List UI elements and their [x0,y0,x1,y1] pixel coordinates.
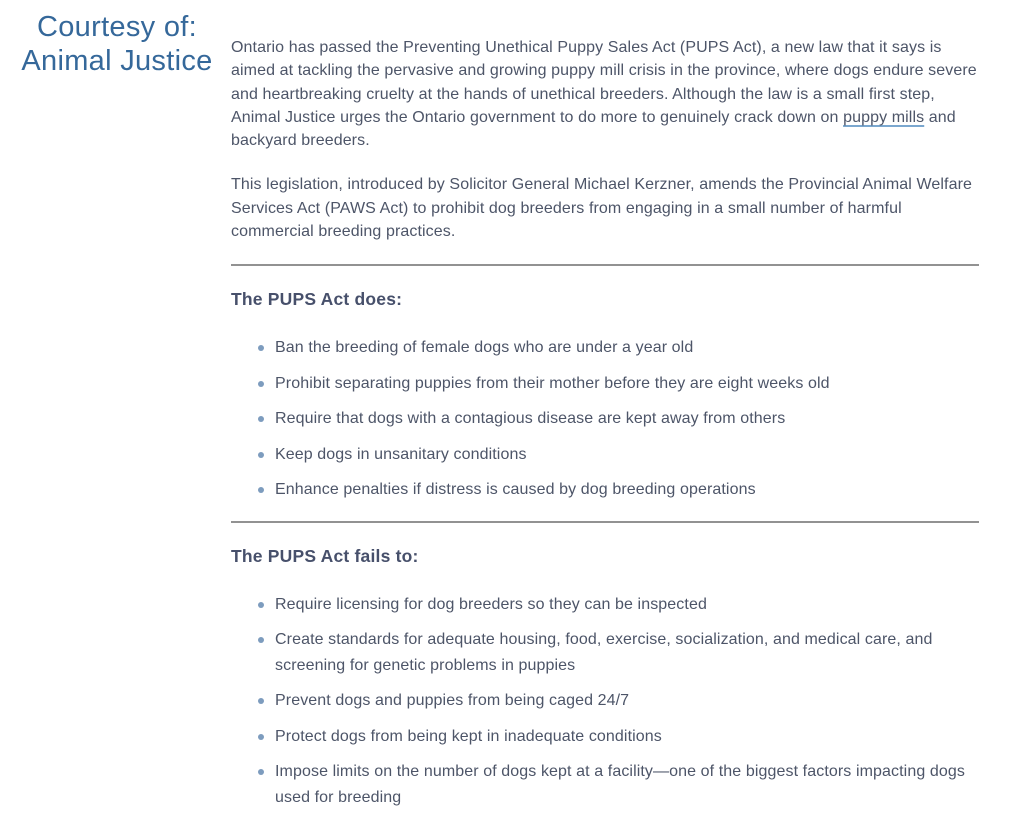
list-item: Prevent dogs and puppies from being caged 24/7 [258,688,979,714]
list-item: Enhance penalties if distress is caused by dog breeding operations [258,477,979,503]
animal-justice-logo [12,10,222,78]
list-item: Keep dogs in unsanitary conditions [258,442,979,468]
list-item: Ban the breeding of female dogs who are under a year old [258,335,979,361]
intro-paragraph-1-tail: and backyard breeders. [231,108,956,150]
logo-brand-line: Animal Justice [21,45,213,77]
intro-paragraph-1 [231,36,979,152]
list-item: Require licensing for dog breeders so they can be inspected [258,592,979,618]
section-heading-fails: The PUPS Act fails to: [231,545,419,566]
list-item: Prohibit separating puppies from their mother before they are eight weeks old [258,371,979,397]
pups-does-list [231,335,979,503]
intro-paragraph-2: This legislation, introduced by Solicitor General Michael Kerzner, amends the Provincial Animal Welfare Services Act (PAWS Act) to prohibit dog breeders from engaging in a small number of harmful commercial breeding practices. [231,176,973,241]
puppy-mills-link[interactable]: puppy mills [843,108,925,126]
list-item: Protect dogs from being kept in inadequate conditions [258,724,979,750]
section-heading-does: The PUPS Act does: [231,289,403,310]
section-divider-1 [231,264,979,266]
list-item: Require that dogs with a contagious disease are kept away from others [258,406,979,432]
intro-paragraph-1-lead: Ontario has passed the Preventing Unethical Puppy Sales Act (PUPS Act), a new law that it says is aimed at tackling the pervasive and growing puppy mill crisis in the province, where dogs endure severe and heartbreaking cruelty at the hands of unethical breeders. Although the law is a small first step, Animal Justice urges the Ontario government to do more to genuinely crack down on [231,39,977,126]
section-divider-2 [231,521,979,523]
list-item: Impose limits on the number of dogs kept at a facility—one of the biggest factors impacting dogs used for breeding [258,759,979,810]
list-item: Create standards for adequate housing, food, exercise, socialization, and medical care, and screening for genetic problems in puppies [258,627,979,678]
article-content [231,36,979,820]
pups-fails-list [231,592,979,811]
logo-courtesy-line: Courtesy of: [37,11,197,43]
